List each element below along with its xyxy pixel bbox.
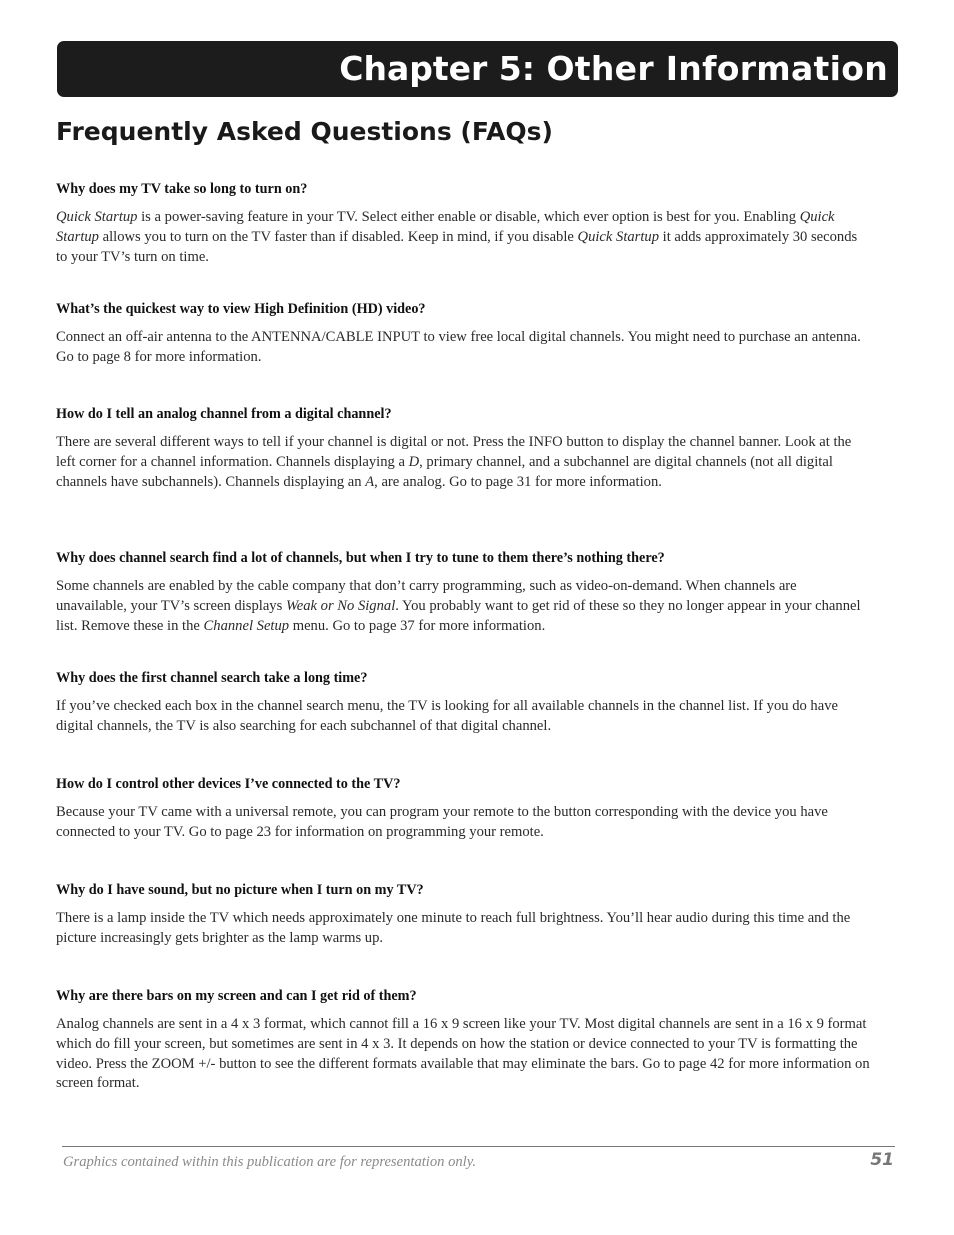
emphasized-term: Quick Startup bbox=[577, 228, 660, 245]
faq-item-other-devices bbox=[56, 775, 871, 843]
faq-answer bbox=[56, 909, 871, 949]
emphasized-term: Weak or No Signal bbox=[285, 597, 396, 614]
answer-text: is a power-saving feature in your TV. Select either enable or disable, which ever option is best for you. Enabling bbox=[137, 209, 800, 225]
faq-question: Why are there bars on my screen and can I get rid of them? bbox=[56, 988, 417, 1004]
footer-divider bbox=[62, 1146, 895, 1147]
emphasized-term: D bbox=[408, 453, 420, 470]
chapter-heading bbox=[339, 49, 888, 88]
footer-note: Graphics contained within this publication are for representation only. bbox=[63, 1154, 477, 1170]
faq-answer bbox=[56, 328, 871, 368]
faq-item-channel-search bbox=[56, 549, 871, 636]
faq-question: What’s the quickest way to view High Definition (HD) video? bbox=[56, 301, 426, 317]
faq-item-turn-on bbox=[56, 180, 871, 267]
answer-text: If you’ve checked each box in the channel search menu, the TV is looking for all available channels in the channel list. If you do have digital channels, the TV is also searching for each subchannel of that digital channel. bbox=[56, 698, 838, 734]
answer-text: it adds approximately 30 seconds to your TV’s turn on time. bbox=[56, 228, 858, 265]
answer-text: Connect an off-air antenna to the ANTENNA/CABLE INPUT to view free local digital channels. You might need to purchase an antenna. Go to page 8 for more information. bbox=[56, 329, 861, 365]
faq-answer bbox=[56, 208, 871, 267]
faq-answer bbox=[56, 577, 871, 636]
faq-question: Why does channel search find a lot of channels, but when I try to tune to them there’s nothing there? bbox=[56, 550, 665, 566]
chapter-banner bbox=[57, 41, 898, 97]
faq-item-analog-digital bbox=[56, 405, 871, 492]
chapter-number: Chapter 5: bbox=[339, 49, 547, 88]
emphasized-term: Channel Setup bbox=[203, 617, 290, 634]
answer-text: menu. Go to page 37 for more information. bbox=[289, 617, 546, 634]
emphasized-term: A bbox=[365, 473, 375, 490]
answer-text: There are several different ways to tell if your channel is digital or not. Press the INFO button to display the channel banner. Look at the left corner for a channel information. Channels displaying a bbox=[56, 434, 852, 470]
chapter-title: Other Information bbox=[546, 49, 888, 88]
answer-text: Analog channels are sent in a 4 x 3 format, which cannot fill a 16 x 9 screen like your TV. Most digital channels are sent in a 16 x 9 format which do fill your screen, but sometimes are sent in 4 x 3. It depends on how the station or device connected to your TV is formatting the video. Press the ZOOM +/- button to see the different formats available that may eliminate the bars. Go to page 42 for more information on screen format. bbox=[56, 1016, 870, 1092]
faq-item-first-search bbox=[56, 669, 871, 737]
answer-text: , primary channel, and a subchannel are digital channels (not all digital channels have subchannels). Channels displaying an bbox=[56, 453, 833, 490]
faq-question: How do I control other devices I’ve connected to the TV? bbox=[56, 776, 401, 792]
answer-text: allows you to turn on the TV faster than if disabled. Keep in mind, if you disable bbox=[98, 228, 578, 245]
faq-answer bbox=[56, 803, 871, 843]
page-title: Frequently Asked Questions (FAQs) bbox=[56, 117, 553, 146]
faq-item-hd-video bbox=[56, 300, 871, 368]
answer-text: There is a lamp inside the TV which needs approximately one minute to reach full brightness. You’ll hear audio during this time and the picture increasingly gets brighter as the lamp warms up. bbox=[56, 910, 851, 946]
faq-question: Why does my TV take so long to turn on? bbox=[56, 181, 308, 197]
page-number: 51 bbox=[870, 1150, 894, 1170]
faq-answer bbox=[56, 697, 871, 737]
answer-text: Because your TV came with a universal remote, you can program your remote to the button corresponding with the device you have connected to your TV. Go to page 23 for information on programming your remote. bbox=[56, 804, 828, 840]
faq-item-screen-bars bbox=[56, 987, 871, 1094]
answer-text: , are analog. Go to page 31 for more information. bbox=[374, 473, 662, 490]
faq-question: Why does the first channel search take a long time? bbox=[56, 670, 368, 686]
faq-answer bbox=[56, 1015, 871, 1094]
faq-question: Why do I have sound, but no picture when I turn on my TV? bbox=[56, 882, 424, 898]
faq-question: How do I tell an analog channel from a digital channel? bbox=[56, 406, 392, 422]
faq-answer bbox=[56, 433, 871, 492]
faq-item-sound-no-picture bbox=[56, 881, 871, 949]
emphasized-term: Quick Startup bbox=[56, 209, 138, 225]
answer-text: Some channels are enabled by the cable company that don’t carry programming, such as video-on-demand. When channels are unavailable, your TV’s screen displays bbox=[56, 578, 797, 614]
answer-text: . You probably want to get rid of these so they no longer appear in your channel list. Remove these in the bbox=[56, 597, 861, 634]
emphasized-term: Quick Startup bbox=[56, 209, 835, 245]
